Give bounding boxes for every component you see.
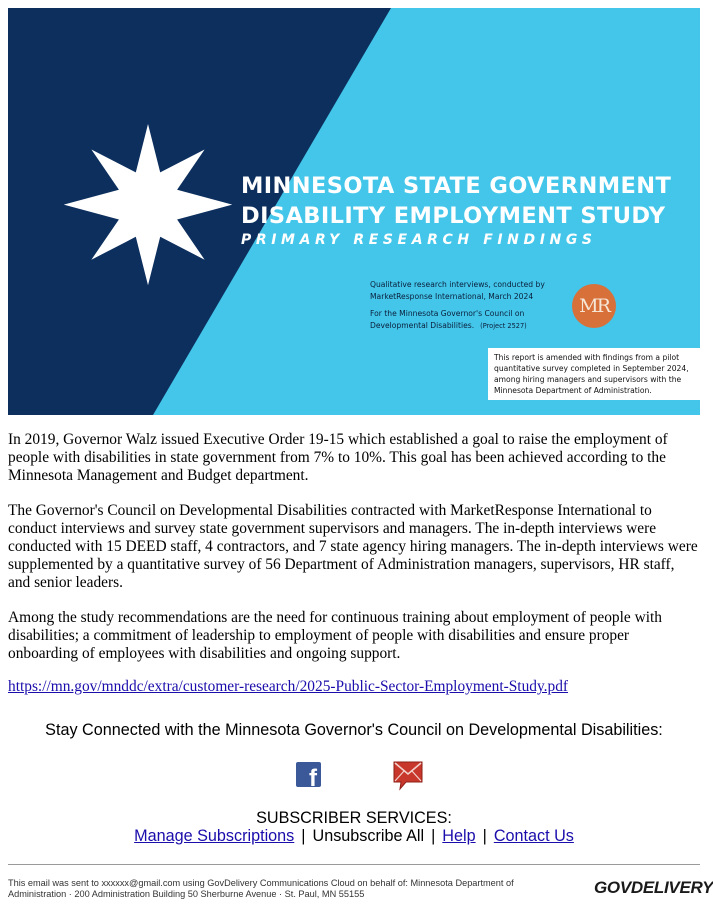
research-credits xyxy=(370,279,580,332)
paragraph-recommendations: Among the study recommendations are the need for continuous training about employment of people with disabilities; a commitment of leadership to employment of people with disabilities and ensure proper onboarding of employees with disabilities and ongoing support. xyxy=(8,608,662,663)
separator: | xyxy=(431,827,436,845)
govdelivery-logo[interactable]: GOVDELIVERY xyxy=(594,878,713,897)
paragraph-executive-order: In 2019, Governor Walz issued Executive Order 19-15 which established a goal to raise the employment of people with disabilities in state government from 7% to 10%. This goal has been achieved according to the Minnesota Management and Budget department. xyxy=(8,431,668,485)
report-banner xyxy=(8,8,700,415)
credit-line-4 xyxy=(370,320,580,333)
report-pdf-link[interactable]: https://mn.gov/mnddc/extra/customer-research/2025-Public-Sector-Employment-Study.pdf xyxy=(8,678,569,695)
contact-us-link[interactable]: Contact Us xyxy=(493,827,574,845)
paragraph-study-method: The Governor's Council on Developmental Disabilities contracted with MarketResponse International to conduct interviews and survey state government supervisors and managers. The in-depth interviews were conducted with 15 DEED staff, 4 contractors, and 7 state agency hiring managers. The in-depth interviews were supplemented by a quantitative survey of 56 Department of Administration managers, supervisors, HR staff, and senior leaders. xyxy=(8,501,698,592)
footer-line-2: Administration · 200 Administration Building 50 Sherburne Avenue · St. Paul, MN 55155 xyxy=(8,889,365,899)
subscriber-services-title: SUBSCRIBER SERVICES: xyxy=(256,809,452,827)
project-number: (Project 2527) xyxy=(480,321,527,330)
separator: | xyxy=(482,827,487,845)
credit-line-3: For the Minnesota Governor's Council on xyxy=(370,309,525,318)
credit-line-2: MarketResponse International, March 2024 xyxy=(370,291,534,301)
help-link[interactable]: Help xyxy=(442,827,476,845)
marketresponse-logo: MR xyxy=(572,284,616,328)
amend-line-3: among hiring managers and supervisors with the xyxy=(494,375,682,384)
credit-line-1: Qualitative research interviews, conducted by xyxy=(370,280,545,289)
title-line-1: MINNESOTA STATE GOVERNMENT xyxy=(241,173,672,199)
amend-line-2: quantitative survey completed in September 2024, xyxy=(494,364,689,373)
amendment-note xyxy=(488,348,700,400)
article-body xyxy=(8,431,700,679)
email-icon[interactable] xyxy=(392,758,424,790)
stay-connected-text: Stay Connected with the Minnesota Governor's Council on Developmental Disabilities: xyxy=(45,721,663,739)
unsubscribe-all-text[interactable]: Unsubscribe All xyxy=(312,827,425,845)
title-line-2: DISABILITY EMPLOYMENT STUDY xyxy=(241,203,666,229)
facebook-icon[interactable]: f xyxy=(296,762,321,787)
subscriber-links xyxy=(8,827,700,846)
separator: | xyxy=(301,827,306,845)
amend-line-1: This report is amended with findings from a pilot xyxy=(494,353,680,362)
banner-subtitle: PRIMARY RESEARCH FINDINGS xyxy=(241,232,597,248)
amend-line-4: Minnesota Department of Administration. xyxy=(494,386,652,395)
banner-title xyxy=(241,171,671,231)
manage-subscriptions-link[interactable]: Manage Subscriptions xyxy=(134,827,295,845)
footer-line-1: This email was sent to xxxxxx@gmail.com using GovDelivery Communications Cloud on behalf of: Minnesota Department of xyxy=(8,878,514,888)
footer-text xyxy=(8,878,568,900)
credit-line-4-text: Developmental Disabilities. xyxy=(370,320,475,330)
footer-divider xyxy=(8,864,700,865)
